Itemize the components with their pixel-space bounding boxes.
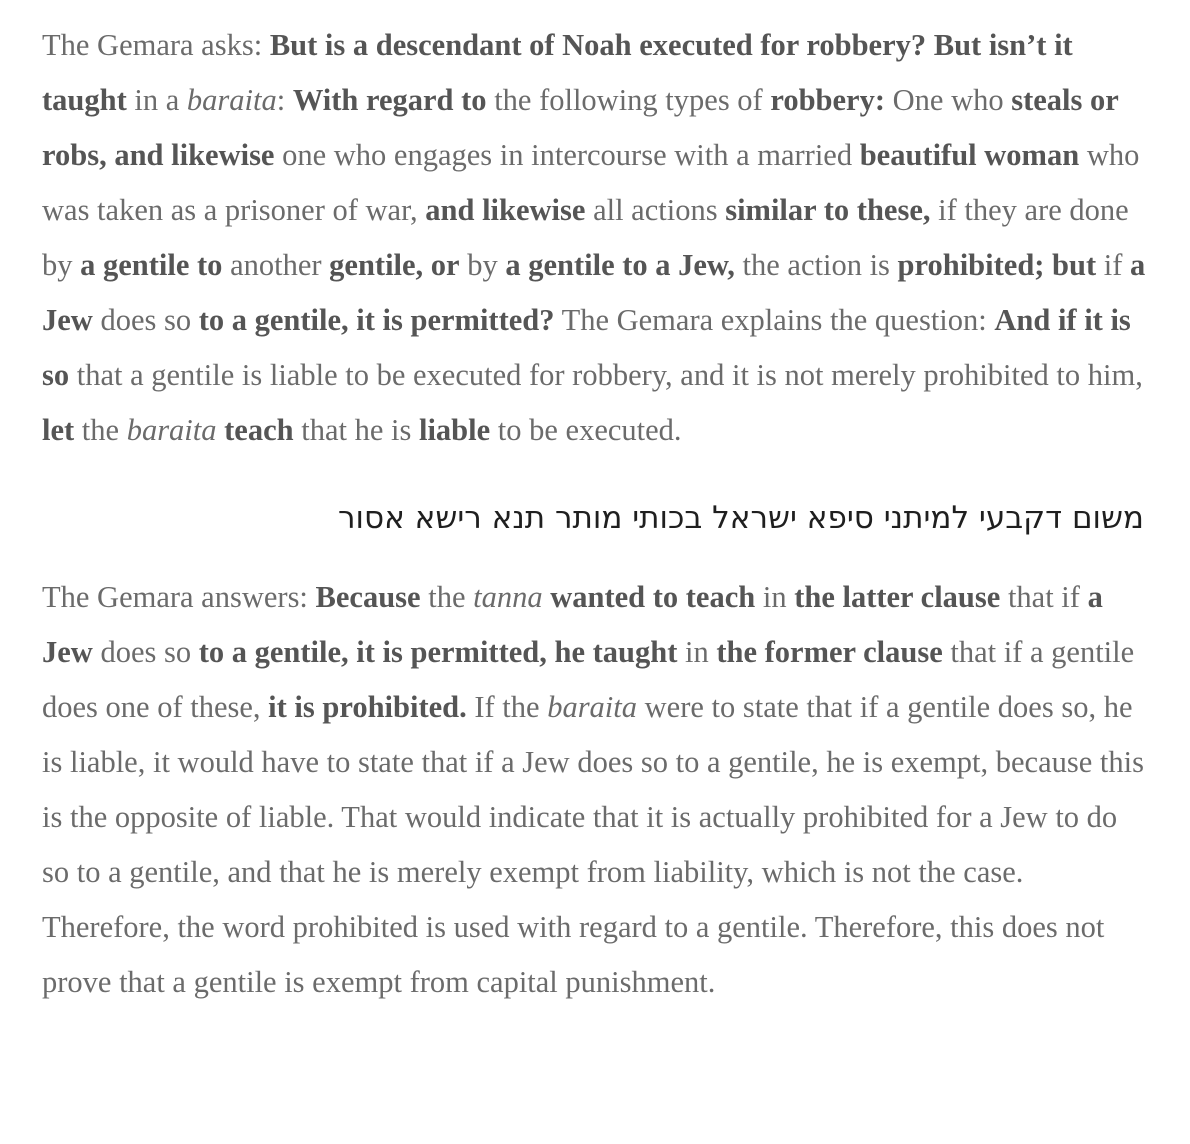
text-segment: one who engages in intercourse with a married	[274, 138, 860, 172]
text-segment: in	[755, 580, 795, 614]
bold-text-segment: gentile, or	[329, 248, 460, 282]
bold-text-segment: a Jew	[42, 580, 1103, 669]
bold-text-segment: robbery:	[770, 83, 885, 117]
bold-text-segment: Because	[315, 580, 421, 614]
text-segment: that he is	[293, 413, 419, 447]
text-segment: all actions	[585, 193, 726, 227]
text-segment: who was taken as a prisoner of war,	[42, 138, 1140, 227]
bold-text-segment: wanted to teach	[550, 580, 756, 614]
bold-text-segment: to a gentile, it is permitted, he taught	[198, 635, 678, 669]
text-segment: :	[276, 83, 293, 117]
text-segment: does so	[92, 303, 199, 337]
text-segment: if	[1096, 248, 1131, 282]
translation-paragraph-2	[42, 570, 1148, 1010]
bold-text-segment: it is prohibited.	[268, 690, 467, 724]
hebrew-source-line: משום דקבעי למיתני סיפא ישראל בכותי מותר תנא רישא אסור	[338, 500, 1144, 536]
text-segment	[217, 413, 225, 447]
text-segment: The Gemara explains the question:	[554, 303, 995, 337]
bold-text-segment: similar to these,	[725, 193, 931, 227]
bold-text-segment: But is a descendant of Noah executed for robbery? But isn’t it taught	[42, 28, 1073, 117]
bold-text-segment: the former clause	[716, 635, 943, 669]
text-segment: in	[677, 635, 717, 669]
text-segment: by	[459, 248, 506, 282]
bold-text-segment: and likewise	[425, 193, 586, 227]
text-segment: the action is	[734, 248, 898, 282]
document-page	[42, 18, 1148, 1010]
italic-text-segment: tanna	[473, 580, 543, 614]
text-segment: that a gentile is liable to be executed for robbery, and it is not merely prohibited to him,	[69, 358, 1143, 392]
text-segment: the	[420, 580, 474, 614]
bold-text-segment: let	[42, 413, 75, 447]
italic-text-segment: baraita	[547, 690, 638, 724]
italic-text-segment: baraita	[126, 413, 217, 447]
bold-text-segment: the latter clause	[794, 580, 1001, 614]
text-segment: does so	[92, 635, 199, 669]
text-segment: The Gemara answers:	[42, 580, 316, 614]
text-segment: that if a gentile does one of these,	[42, 635, 1135, 724]
text-segment: the	[74, 413, 127, 447]
bold-text-segment: liable	[418, 413, 491, 447]
text-segment: the following types of	[486, 83, 771, 117]
italic-text-segment: baraita	[186, 83, 277, 117]
bold-text-segment: a Jew	[42, 248, 1146, 337]
bold-text-segment: to a gentile, it is permitted?	[198, 303, 555, 337]
text-segment: in a	[126, 83, 187, 117]
bold-text-segment: With regard to	[292, 83, 487, 117]
text-segment: to be executed.	[490, 413, 682, 447]
text-segment: another	[222, 248, 330, 282]
text-segment: that if	[1000, 580, 1088, 614]
translation-paragraph-1	[42, 18, 1148, 458]
text-segment: One who	[885, 83, 1012, 117]
bold-text-segment: And if it is so	[42, 303, 1131, 392]
bold-text-segment: beautiful woman	[859, 138, 1080, 172]
bold-text-segment: prohibited; but	[897, 248, 1097, 282]
bold-text-segment: a gentile to a Jew,	[505, 248, 735, 282]
text-segment: were to state that if a gentile does so, he is liable, it would have to state that if a Jew does so to a gentile, he is exempt, because this is the opposite of liable. That would indicate that it is actually prohibited for a Jew to do so to a gentile, and that he is merely exempt from liability, which is not the case. Therefore, the word prohibited is used with regard to a gentile. Therefore, this does not prove that a gentile is exempt from capital punishment.	[42, 690, 1144, 999]
bold-text-segment: teach	[224, 413, 294, 447]
bold-text-segment: steals or robs, and likewise	[42, 83, 1119, 172]
text-segment: The Gemara asks:	[42, 28, 270, 62]
text-segment: if they are done by	[42, 193, 1129, 282]
text-segment: If the	[466, 690, 548, 724]
bold-text-segment: a gentile to	[80, 248, 223, 282]
